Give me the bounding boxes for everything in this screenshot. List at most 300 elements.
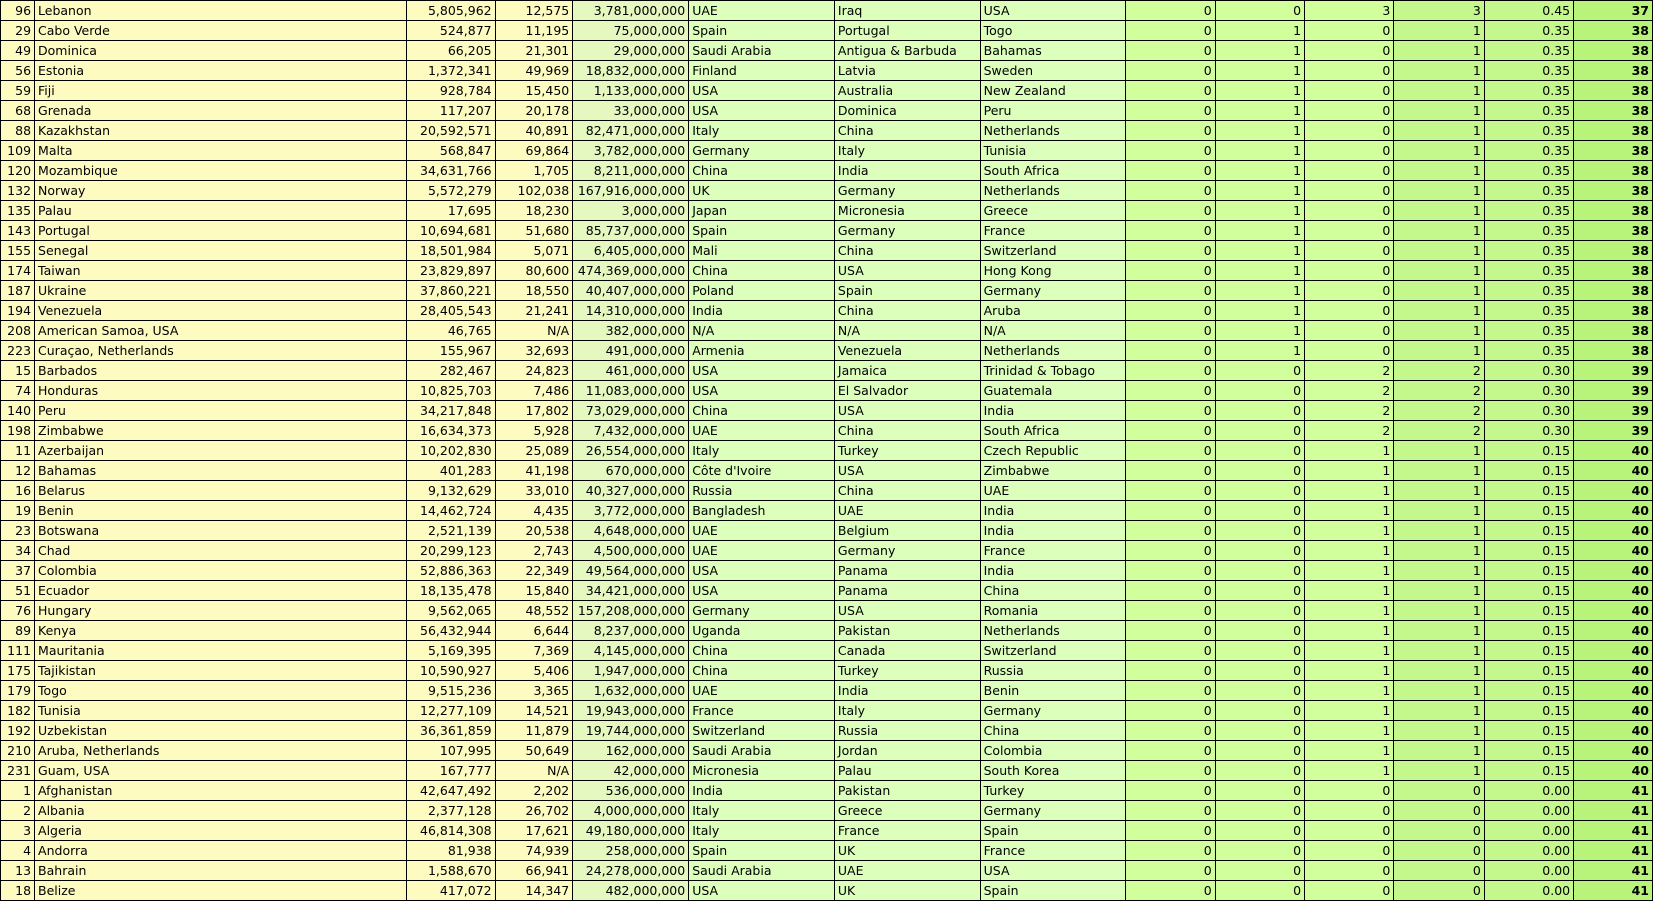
cell-partner-2[interactable]: UK (834, 881, 980, 901)
cell-partner-1[interactable]: Bangladesh (689, 501, 835, 521)
cell-country[interactable]: Norway (35, 181, 407, 201)
cell-metric-1[interactable]: 0 (1126, 661, 1215, 681)
cell-partner-2[interactable]: Jamaica (834, 361, 980, 381)
cell-metric-total[interactable]: 1 (1394, 601, 1484, 621)
cell-score[interactable]: 0.15 (1484, 541, 1573, 561)
cell-population[interactable]: 2,521,139 (407, 521, 495, 541)
cell-partner-3[interactable]: New Zealand (980, 81, 1126, 101)
cell-metric-3[interactable]: 1 (1305, 581, 1394, 601)
cell-gdp-per-capita[interactable]: 12,575 (495, 1, 573, 21)
cell-partner-2[interactable]: Pakistan (834, 621, 980, 641)
cell-metric-1[interactable]: 0 (1126, 541, 1215, 561)
cell-metric-2[interactable]: 0 (1215, 861, 1304, 881)
cell-population[interactable]: 568,847 (407, 141, 495, 161)
cell-metric-1[interactable]: 0 (1126, 401, 1215, 421)
cell-partner-1[interactable]: India (689, 301, 835, 321)
cell-metric-total[interactable]: 1 (1394, 241, 1484, 261)
cell-rank[interactable]: 38 (1574, 321, 1653, 341)
cell-trade-value[interactable]: 14,310,000,000 (573, 301, 689, 321)
cell-score[interactable]: 0.35 (1484, 221, 1573, 241)
cell-metric-total[interactable]: 1 (1394, 681, 1484, 701)
cell-partner-2[interactable]: China (834, 421, 980, 441)
cell-rank[interactable]: 40 (1574, 601, 1653, 621)
cell-trade-value[interactable]: 26,554,000,000 (573, 441, 689, 461)
cell-score[interactable]: 0.15 (1484, 561, 1573, 581)
cell-partner-3[interactable]: N/A (980, 321, 1126, 341)
cell-partner-1[interactable]: Mali (689, 241, 835, 261)
cell-population[interactable]: 20,299,123 (407, 541, 495, 561)
cell-population[interactable]: 5,572,279 (407, 181, 495, 201)
cell-metric-1[interactable]: 0 (1126, 361, 1215, 381)
cell-partner-2[interactable]: UAE (834, 501, 980, 521)
cell-score[interactable]: 0.35 (1484, 321, 1573, 341)
cell-partner-2[interactable]: Australia (834, 81, 980, 101)
cell-country[interactable]: Barbados (35, 361, 407, 381)
cell-partner-3[interactable]: Benin (980, 681, 1126, 701)
cell-metric-total[interactable]: 1 (1394, 221, 1484, 241)
cell-metric-3[interactable]: 0 (1305, 321, 1394, 341)
cell-metric-1[interactable]: 0 (1126, 821, 1215, 841)
cell-metric-3[interactable]: 1 (1305, 601, 1394, 621)
cell-metric-3[interactable]: 1 (1305, 741, 1394, 761)
cell-gdp-per-capita[interactable]: 14,521 (495, 701, 573, 721)
cell-partner-1[interactable]: UK (689, 181, 835, 201)
cell-population[interactable]: 5,805,962 (407, 1, 495, 21)
cell-score[interactable]: 0.15 (1484, 741, 1573, 761)
cell-metric-total[interactable]: 1 (1394, 461, 1484, 481)
cell-gdp-per-capita[interactable]: 18,550 (495, 281, 573, 301)
cell-metric-1[interactable]: 0 (1126, 221, 1215, 241)
cell-partner-3[interactable]: Peru (980, 101, 1126, 121)
cell-partner-2[interactable]: USA (834, 401, 980, 421)
cell-partner-3[interactable]: Switzerland (980, 641, 1126, 661)
cell-metric-1[interactable]: 0 (1126, 701, 1215, 721)
cell-rank[interactable]: 40 (1574, 701, 1653, 721)
cell-partner-1[interactable]: Italy (689, 121, 835, 141)
cell-partner-2[interactable]: Iraq (834, 1, 980, 21)
cell-country[interactable]: Kazakhstan (35, 121, 407, 141)
cell-id[interactable]: 175 (1, 661, 35, 681)
cell-metric-3[interactable]: 1 (1305, 521, 1394, 541)
cell-gdp-per-capita[interactable]: N/A (495, 321, 573, 341)
cell-partner-2[interactable]: Italy (834, 701, 980, 721)
cell-partner-1[interactable]: Japan (689, 201, 835, 221)
cell-trade-value[interactable]: 40,407,000,000 (573, 281, 689, 301)
cell-id[interactable]: 135 (1, 201, 35, 221)
cell-partner-3[interactable]: South Korea (980, 761, 1126, 781)
cell-metric-2[interactable]: 0 (1215, 761, 1304, 781)
cell-metric-2[interactable]: 0 (1215, 521, 1304, 541)
cell-score[interactable]: 0.35 (1484, 41, 1573, 61)
cell-partner-2[interactable]: Venezuela (834, 341, 980, 361)
cell-metric-3[interactable]: 1 (1305, 461, 1394, 481)
cell-rank[interactable]: 40 (1574, 521, 1653, 541)
cell-metric-total[interactable]: 2 (1394, 401, 1484, 421)
cell-trade-value[interactable]: 1,632,000,000 (573, 681, 689, 701)
cell-country[interactable]: Azerbaijan (35, 441, 407, 461)
cell-metric-2[interactable]: 1 (1215, 21, 1304, 41)
cell-metric-1[interactable]: 0 (1126, 861, 1215, 881)
cell-partner-1[interactable]: UAE (689, 1, 835, 21)
cell-partner-2[interactable]: Spain (834, 281, 980, 301)
cell-country[interactable]: Guam, USA (35, 761, 407, 781)
cell-score[interactable]: 0.35 (1484, 341, 1573, 361)
cell-metric-2[interactable]: 0 (1215, 621, 1304, 641)
cell-metric-2[interactable]: 0 (1215, 821, 1304, 841)
cell-partner-3[interactable]: Germany (980, 801, 1126, 821)
cell-score[interactable]: 0.15 (1484, 601, 1573, 621)
cell-gdp-per-capita[interactable]: 26,702 (495, 801, 573, 821)
cell-metric-3[interactable]: 1 (1305, 761, 1394, 781)
cell-partner-1[interactable]: Italy (689, 821, 835, 841)
cell-score[interactable]: 0.35 (1484, 161, 1573, 181)
cell-partner-1[interactable]: India (689, 781, 835, 801)
cell-partner-3[interactable]: Greece (980, 201, 1126, 221)
cell-id[interactable]: 111 (1, 641, 35, 661)
cell-score[interactable]: 0.35 (1484, 81, 1573, 101)
cell-gdp-per-capita[interactable]: 18,230 (495, 201, 573, 221)
cell-rank[interactable]: 40 (1574, 581, 1653, 601)
cell-metric-3[interactable]: 0 (1305, 41, 1394, 61)
cell-metric-1[interactable]: 0 (1126, 261, 1215, 281)
cell-metric-total[interactable]: 1 (1394, 61, 1484, 81)
cell-metric-total[interactable]: 0 (1394, 801, 1484, 821)
cell-trade-value[interactable]: 49,180,000,000 (573, 821, 689, 841)
cell-gdp-per-capita[interactable]: 49,969 (495, 61, 573, 81)
cell-metric-3[interactable]: 0 (1305, 281, 1394, 301)
cell-metric-total[interactable]: 1 (1394, 621, 1484, 641)
cell-rank[interactable]: 41 (1574, 821, 1653, 841)
cell-country[interactable]: Chad (35, 541, 407, 561)
cell-population[interactable]: 417,072 (407, 881, 495, 901)
cell-metric-total[interactable]: 1 (1394, 321, 1484, 341)
cell-trade-value[interactable]: 670,000,000 (573, 461, 689, 481)
cell-rank[interactable]: 38 (1574, 241, 1653, 261)
cell-metric-total[interactable]: 1 (1394, 81, 1484, 101)
cell-id[interactable]: 187 (1, 281, 35, 301)
cell-rank[interactable]: 38 (1574, 261, 1653, 281)
cell-gdp-per-capita[interactable]: 48,552 (495, 601, 573, 621)
cell-metric-3[interactable]: 0 (1305, 861, 1394, 881)
cell-gdp-per-capita[interactable]: 25,089 (495, 441, 573, 461)
cell-metric-3[interactable]: 0 (1305, 161, 1394, 181)
cell-metric-3[interactable]: 1 (1305, 621, 1394, 641)
cell-partner-1[interactable]: Spain (689, 221, 835, 241)
cell-population[interactable]: 10,590,927 (407, 661, 495, 681)
cell-trade-value[interactable]: 49,564,000,000 (573, 561, 689, 581)
cell-metric-total[interactable]: 1 (1394, 641, 1484, 661)
cell-score[interactable]: 0.15 (1484, 461, 1573, 481)
cell-partner-3[interactable]: South Africa (980, 161, 1126, 181)
cell-trade-value[interactable]: 461,000,000 (573, 361, 689, 381)
cell-score[interactable]: 0.15 (1484, 521, 1573, 541)
cell-score[interactable]: 0.00 (1484, 841, 1573, 861)
cell-metric-total[interactable]: 1 (1394, 101, 1484, 121)
cell-country[interactable]: American Samoa, USA (35, 321, 407, 341)
cell-metric-1[interactable]: 0 (1126, 841, 1215, 861)
cell-trade-value[interactable]: 162,000,000 (573, 741, 689, 761)
cell-gdp-per-capita[interactable]: 17,802 (495, 401, 573, 421)
cell-partner-1[interactable]: Saudi Arabia (689, 861, 835, 881)
cell-population[interactable]: 1,372,341 (407, 61, 495, 81)
cell-country[interactable]: Cabo Verde (35, 21, 407, 41)
cell-rank[interactable]: 41 (1574, 861, 1653, 881)
cell-partner-2[interactable]: Jordan (834, 741, 980, 761)
cell-partner-2[interactable]: USA (834, 461, 980, 481)
cell-gdp-per-capita[interactable]: 33,010 (495, 481, 573, 501)
cell-partner-3[interactable]: Guatemala (980, 381, 1126, 401)
cell-partner-2[interactable]: Panama (834, 561, 980, 581)
cell-population[interactable]: 1,588,670 (407, 861, 495, 881)
cell-metric-total[interactable]: 1 (1394, 661, 1484, 681)
cell-rank[interactable]: 40 (1574, 561, 1653, 581)
cell-id[interactable]: 76 (1, 601, 35, 621)
cell-score[interactable]: 0.15 (1484, 761, 1573, 781)
cell-trade-value[interactable]: 18,832,000,000 (573, 61, 689, 81)
cell-partner-2[interactable]: UAE (834, 861, 980, 881)
cell-id[interactable]: 3 (1, 821, 35, 841)
cell-id[interactable]: 96 (1, 1, 35, 21)
cell-trade-value[interactable]: 3,772,000,000 (573, 501, 689, 521)
cell-metric-3[interactable]: 1 (1305, 661, 1394, 681)
cell-partner-2[interactable]: Pakistan (834, 781, 980, 801)
cell-gdp-per-capita[interactable]: 22,349 (495, 561, 573, 581)
cell-trade-value[interactable]: 7,432,000,000 (573, 421, 689, 441)
cell-metric-2[interactable]: 0 (1215, 881, 1304, 901)
cell-id[interactable]: 11 (1, 441, 35, 461)
cell-partner-2[interactable]: Turkey (834, 441, 980, 461)
cell-metric-1[interactable]: 0 (1126, 621, 1215, 641)
cell-metric-1[interactable]: 0 (1126, 1, 1215, 21)
cell-metric-3[interactable]: 0 (1305, 781, 1394, 801)
cell-rank[interactable]: 40 (1574, 641, 1653, 661)
cell-metric-1[interactable]: 0 (1126, 441, 1215, 461)
cell-metric-total[interactable]: 3 (1394, 1, 1484, 21)
cell-gdp-per-capita[interactable]: 74,939 (495, 841, 573, 861)
cell-population[interactable]: 18,135,478 (407, 581, 495, 601)
cell-rank[interactable]: 38 (1574, 281, 1653, 301)
cell-metric-2[interactable]: 1 (1215, 281, 1304, 301)
cell-metric-2[interactable]: 0 (1215, 641, 1304, 661)
cell-id[interactable]: 89 (1, 621, 35, 641)
cell-metric-3[interactable]: 0 (1305, 301, 1394, 321)
cell-gdp-per-capita[interactable]: 11,195 (495, 21, 573, 41)
cell-score[interactable]: 0.15 (1484, 721, 1573, 741)
cell-rank[interactable]: 38 (1574, 201, 1653, 221)
cell-metric-1[interactable]: 0 (1126, 461, 1215, 481)
cell-metric-3[interactable]: 0 (1305, 801, 1394, 821)
cell-country[interactable]: Palau (35, 201, 407, 221)
cell-population[interactable]: 167,777 (407, 761, 495, 781)
cell-country[interactable]: Portugal (35, 221, 407, 241)
cell-partner-3[interactable]: USA (980, 861, 1126, 881)
cell-metric-2[interactable]: 0 (1215, 421, 1304, 441)
cell-partner-3[interactable]: France (980, 541, 1126, 561)
cell-metric-3[interactable]: 1 (1305, 641, 1394, 661)
cell-metric-1[interactable]: 0 (1126, 121, 1215, 141)
cell-partner-3[interactable]: India (980, 401, 1126, 421)
cell-rank[interactable]: 38 (1574, 181, 1653, 201)
cell-gdp-per-capita[interactable]: 2,202 (495, 781, 573, 801)
cell-population[interactable]: 5,169,395 (407, 641, 495, 661)
cell-metric-3[interactable]: 0 (1305, 201, 1394, 221)
cell-partner-2[interactable]: India (834, 161, 980, 181)
cell-gdp-per-capita[interactable]: 7,486 (495, 381, 573, 401)
cell-trade-value[interactable]: 34,421,000,000 (573, 581, 689, 601)
cell-metric-total[interactable]: 1 (1394, 721, 1484, 741)
cell-partner-3[interactable]: Romania (980, 601, 1126, 621)
cell-country[interactable]: Grenada (35, 101, 407, 121)
cell-metric-3[interactable]: 0 (1305, 821, 1394, 841)
cell-trade-value[interactable]: 8,237,000,000 (573, 621, 689, 641)
cell-partner-2[interactable]: Latvia (834, 61, 980, 81)
cell-metric-1[interactable]: 0 (1126, 761, 1215, 781)
cell-gdp-per-capita[interactable]: 7,369 (495, 641, 573, 661)
cell-gdp-per-capita[interactable]: 1,705 (495, 161, 573, 181)
cell-gdp-per-capita[interactable]: 11,879 (495, 721, 573, 741)
cell-metric-total[interactable]: 1 (1394, 281, 1484, 301)
cell-id[interactable]: 19 (1, 501, 35, 521)
cell-rank[interactable]: 40 (1574, 741, 1653, 761)
cell-trade-value[interactable]: 4,000,000,000 (573, 801, 689, 821)
cell-partner-2[interactable]: China (834, 301, 980, 321)
cell-metric-total[interactable]: 0 (1394, 881, 1484, 901)
cell-gdp-per-capita[interactable]: 66,941 (495, 861, 573, 881)
cell-score[interactable]: 0.00 (1484, 801, 1573, 821)
cell-trade-value[interactable]: 482,000,000 (573, 881, 689, 901)
cell-trade-value[interactable]: 85,737,000,000 (573, 221, 689, 241)
cell-score[interactable]: 0.30 (1484, 401, 1573, 421)
cell-population[interactable]: 14,462,724 (407, 501, 495, 521)
cell-partner-3[interactable]: Tunisia (980, 141, 1126, 161)
cell-country[interactable]: Albania (35, 801, 407, 821)
cell-country[interactable]: Honduras (35, 381, 407, 401)
cell-gdp-per-capita[interactable]: 50,649 (495, 741, 573, 761)
cell-metric-1[interactable]: 0 (1126, 801, 1215, 821)
cell-metric-2[interactable]: 1 (1215, 61, 1304, 81)
cell-score[interactable]: 0.15 (1484, 481, 1573, 501)
cell-country[interactable]: Venezuela (35, 301, 407, 321)
cell-population[interactable]: 18,501,984 (407, 241, 495, 261)
cell-metric-3[interactable]: 0 (1305, 21, 1394, 41)
cell-rank[interactable]: 41 (1574, 881, 1653, 901)
cell-population[interactable]: 28,405,543 (407, 301, 495, 321)
cell-metric-3[interactable]: 0 (1305, 181, 1394, 201)
cell-trade-value[interactable]: 29,000,000 (573, 41, 689, 61)
cell-score[interactable]: 0.35 (1484, 181, 1573, 201)
cell-trade-value[interactable]: 474,369,000,000 (573, 261, 689, 281)
cell-metric-1[interactable]: 0 (1126, 201, 1215, 221)
cell-id[interactable]: 192 (1, 721, 35, 741)
cell-id[interactable]: 208 (1, 321, 35, 341)
cell-trade-value[interactable]: 491,000,000 (573, 341, 689, 361)
cell-population[interactable]: 34,631,766 (407, 161, 495, 181)
cell-country[interactable]: Mauritania (35, 641, 407, 661)
cell-population[interactable]: 10,694,681 (407, 221, 495, 241)
cell-metric-2[interactable]: 1 (1215, 181, 1304, 201)
cell-rank[interactable]: 40 (1574, 481, 1653, 501)
cell-country[interactable]: Taiwan (35, 261, 407, 281)
cell-country[interactable]: Andorra (35, 841, 407, 861)
cell-partner-1[interactable]: UAE (689, 541, 835, 561)
cell-score[interactable]: 0.35 (1484, 261, 1573, 281)
cell-score[interactable]: 0.00 (1484, 861, 1573, 881)
cell-partner-2[interactable]: Germany (834, 221, 980, 241)
cell-metric-3[interactable]: 1 (1305, 561, 1394, 581)
cell-gdp-per-capita[interactable]: 14,347 (495, 881, 573, 901)
cell-partner-2[interactable]: China (834, 241, 980, 261)
cell-score[interactable]: 0.15 (1484, 501, 1573, 521)
cell-population[interactable]: 17,695 (407, 201, 495, 221)
cell-score[interactable]: 0.35 (1484, 101, 1573, 121)
cell-population[interactable]: 81,938 (407, 841, 495, 861)
cell-gdp-per-capita[interactable]: 40,891 (495, 121, 573, 141)
cell-metric-2[interactable]: 0 (1215, 481, 1304, 501)
cell-trade-value[interactable]: 82,471,000,000 (573, 121, 689, 141)
cell-metric-total[interactable]: 1 (1394, 301, 1484, 321)
cell-partner-2[interactable]: India (834, 681, 980, 701)
cell-population[interactable]: 46,814,308 (407, 821, 495, 841)
cell-gdp-per-capita[interactable]: 24,823 (495, 361, 573, 381)
cell-country[interactable]: Bahrain (35, 861, 407, 881)
cell-partner-3[interactable]: Netherlands (980, 121, 1126, 141)
cell-score[interactable]: 0.15 (1484, 661, 1573, 681)
cell-partner-3[interactable]: Aruba (980, 301, 1126, 321)
cell-metric-2[interactable]: 0 (1215, 401, 1304, 421)
cell-id[interactable]: 140 (1, 401, 35, 421)
cell-metric-3[interactable]: 3 (1305, 1, 1394, 21)
cell-metric-1[interactable]: 0 (1126, 41, 1215, 61)
cell-country[interactable]: Fiji (35, 81, 407, 101)
cell-metric-3[interactable]: 0 (1305, 101, 1394, 121)
cell-rank[interactable]: 39 (1574, 361, 1653, 381)
cell-rank[interactable]: 40 (1574, 661, 1653, 681)
cell-partner-3[interactable]: Colombia (980, 741, 1126, 761)
cell-partner-2[interactable]: N/A (834, 321, 980, 341)
cell-id[interactable]: 18 (1, 881, 35, 901)
cell-partner-1[interactable]: UAE (689, 681, 835, 701)
cell-partner-2[interactable]: Palau (834, 761, 980, 781)
cell-partner-1[interactable]: USA (689, 881, 835, 901)
cell-rank[interactable]: 38 (1574, 61, 1653, 81)
cell-partner-1[interactable]: Russia (689, 481, 835, 501)
cell-score[interactable]: 0.30 (1484, 381, 1573, 401)
cell-id[interactable]: 29 (1, 21, 35, 41)
cell-metric-1[interactable]: 0 (1126, 141, 1215, 161)
cell-rank[interactable]: 38 (1574, 221, 1653, 241)
cell-metric-3[interactable]: 2 (1305, 421, 1394, 441)
cell-trade-value[interactable]: 3,781,000,000 (573, 1, 689, 21)
cell-population[interactable]: 34,217,848 (407, 401, 495, 421)
cell-partner-2[interactable]: Germany (834, 181, 980, 201)
cell-metric-3[interactable]: 0 (1305, 121, 1394, 141)
cell-metric-3[interactable]: 1 (1305, 441, 1394, 461)
cell-rank[interactable]: 39 (1574, 381, 1653, 401)
cell-id[interactable]: 210 (1, 741, 35, 761)
cell-metric-2[interactable]: 0 (1215, 581, 1304, 601)
cell-gdp-per-capita[interactable]: 102,038 (495, 181, 573, 201)
cell-score[interactable]: 0.35 (1484, 201, 1573, 221)
cell-metric-3[interactable]: 0 (1305, 141, 1394, 161)
cell-rank[interactable]: 38 (1574, 341, 1653, 361)
cell-id[interactable]: 15 (1, 361, 35, 381)
cell-partner-2[interactable]: Canada (834, 641, 980, 661)
cell-metric-2[interactable]: 0 (1215, 721, 1304, 741)
cell-metric-2[interactable]: 0 (1215, 381, 1304, 401)
cell-metric-1[interactable]: 0 (1126, 481, 1215, 501)
cell-metric-total[interactable]: 2 (1394, 421, 1484, 441)
cell-country[interactable]: Malta (35, 141, 407, 161)
